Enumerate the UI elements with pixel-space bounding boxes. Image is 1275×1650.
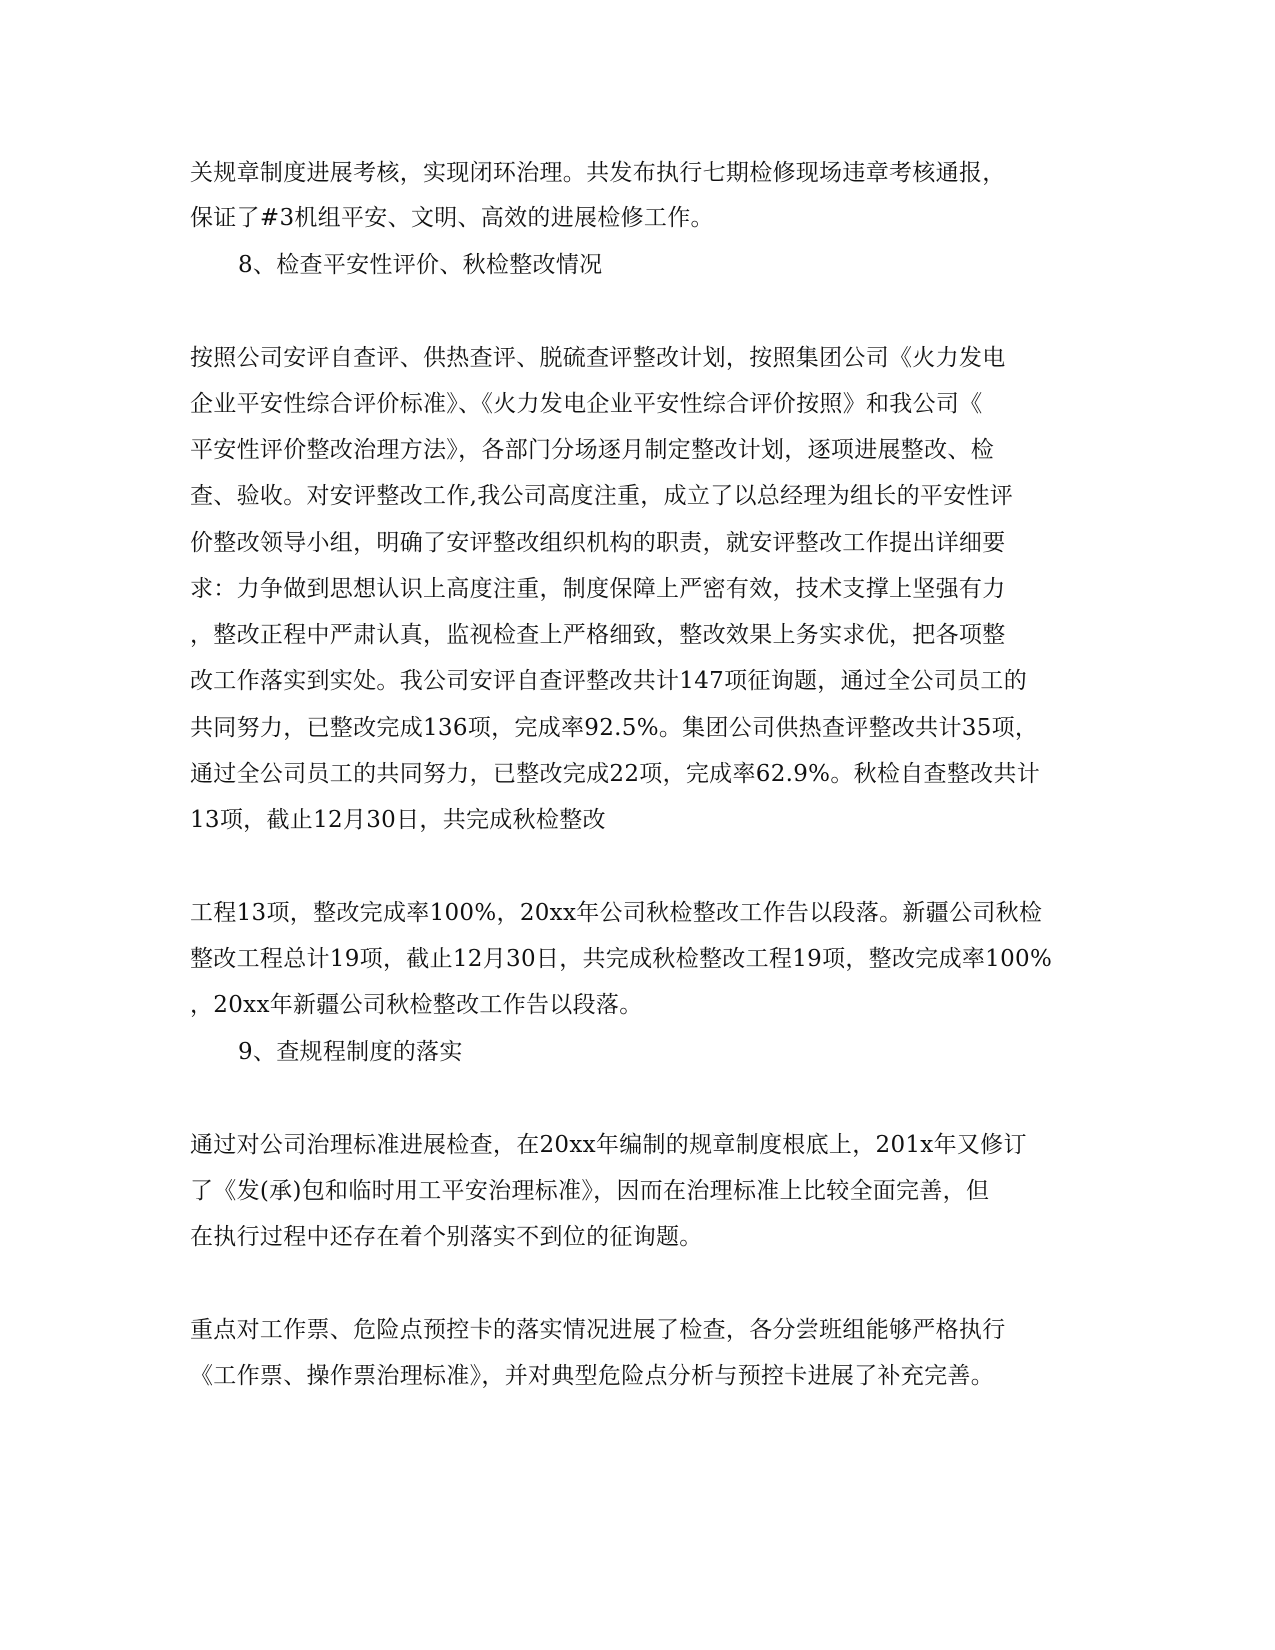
paragraph-line: 工程13项，整改完成率100%，20xx年公司秋检整改工作告以段落。新疆公司秋检 [190,900,1043,926]
paragraph-line: 重点对工作票、危险点预控卡的落实情况进展了检查，各分尝班组能够严格执行 [190,1317,1006,1343]
paragraph-line: 了《发(承)包和临时用工平安治理标准》，因而在治理标准上比较全面完善，但 [190,1178,990,1204]
paragraph-line: 共同努力，已整改完成136项，完成率92.5%。集团公司供热查评整改共计35项， [190,715,1039,741]
paragraph-line: 按照公司安评自查评、供热查评、脱硫查评整改计划，按照集团公司《火力发电 [190,345,1006,371]
paragraph-line: 求：力争做到思想认识上高度注重，制度保障上严密有效，技术支撑上坚强有力 [190,576,1006,602]
paragraph-line: ，20xx年新疆公司秋检整改工作告以段落。 [190,992,643,1018]
paragraph-line: 13项，截止12月30日，共完成秋检整改 [190,807,606,833]
paragraph-line: 价整改领导小组，明确了安评整改组织机构的职责，就安评整改工作提出详细要 [190,530,1006,556]
paragraph-line: 关规章制度进展考核，实现闭环治理。共发布执行七期检修现场违章考核通报， [190,160,1006,186]
paragraph-line: 《工作票、操作票治理标准》，并对典型危险点分析与预控卡进展了补充完善。 [190,1363,994,1389]
paragraph-line: 保证了#3机组平安、文明、高效的进展检修工作。 [190,205,714,231]
paragraph-line: 企业平安性综合评价标准》、《火力发电企业平安性综合评价按照》和我公司《 [190,391,983,417]
paragraph-line: ，整改正程中严肃认真，监视检查上严格细致，整改效果上务实求优，把各项整 [190,622,1006,648]
paragraph-line: 整改工程总计19项，截止12月30日，共完成秋检整改工程19项，整改完成率100% [190,946,1053,972]
paragraph-line: 通过对公司治理标准进展检查，在20xx年编制的规章制度根底上，201x年又修订 [190,1132,1027,1158]
paragraph-line: 查、验收。对安评整改工作,我公司高度注重，成立了以总经理为组长的平安性评 [190,483,1014,509]
section-heading-9: 9、查规程制度的落实 [238,1039,463,1065]
paragraph-line: 在执行过程中还存在着个别落实不到位的征询题。 [190,1224,703,1250]
paragraph-line: 改工作落实到实处。我公司安评自查评整改共计147项征询题，通过全公司员工的 [190,668,1027,694]
section-heading-8: 8、检查平安性评价、秋检整改情况 [238,252,603,278]
paragraph-line: 平安性评价整改治理方法》，各部门分场逐月制定整改计划，逐项进展整改、检 [190,437,994,463]
paragraph-line: 通过全公司员工的共同努力，已整改完成22项，完成率62.9%。秋检自查整改共计 [190,761,1041,787]
